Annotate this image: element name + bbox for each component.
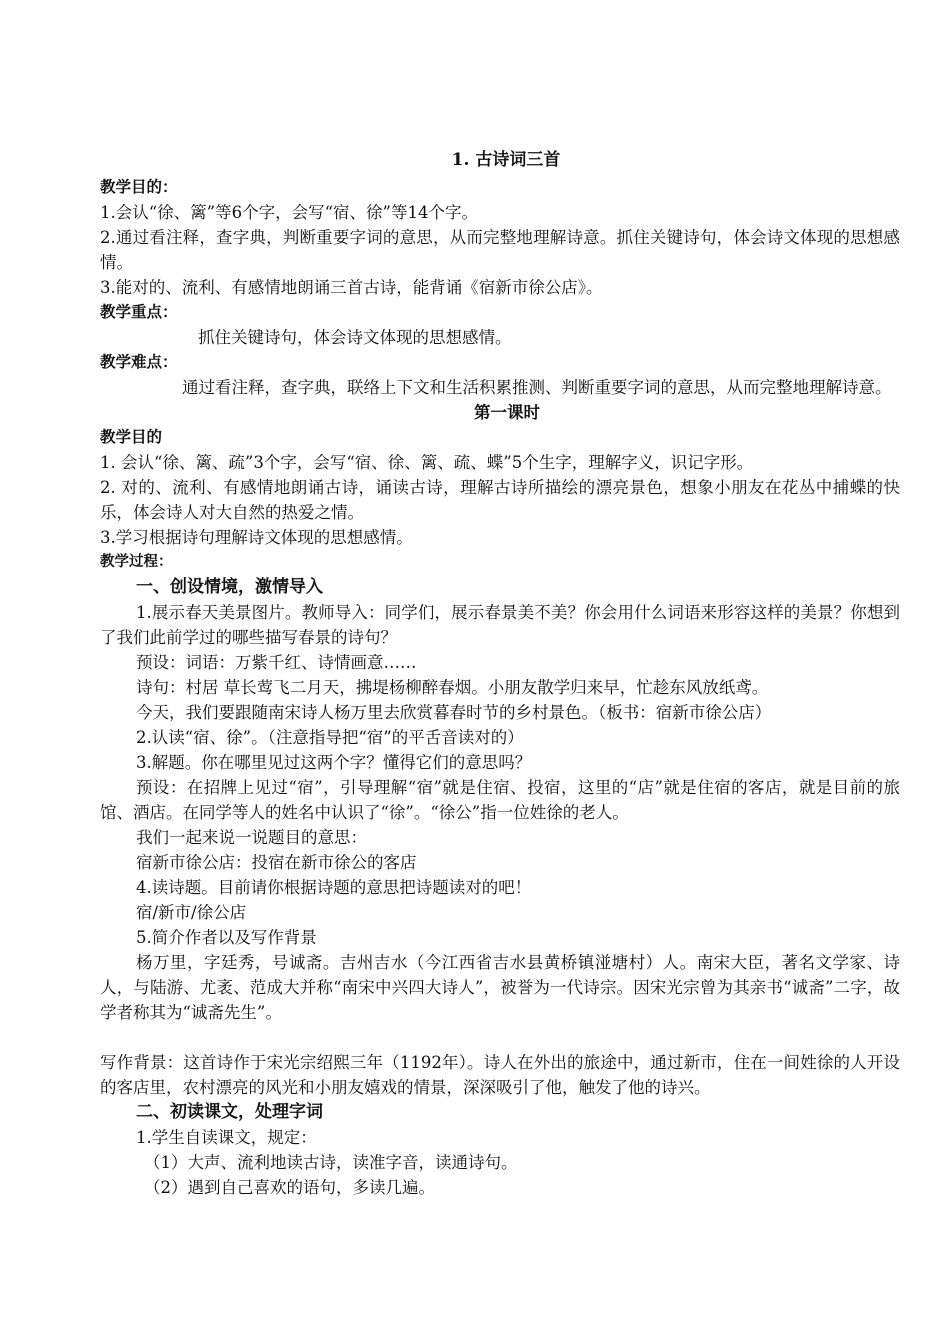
- objectives-heading: 教学目的：: [100, 178, 178, 196]
- lesson-objective-item: 2. 对的、流利、有感情地朗诵古诗，诵读古诗，理解古诗所描绘的漂亮景色，想象小朋友在花丛中捕蝶的快乐，体会诗人对大自然的热爱之情。: [100, 478, 900, 522]
- paragraph: 预设：在招牌上见过“宿”，引导理解“宿”就是住宿、投宿，这里的“店”就是住宿的客店，就是目前的旅馆、酒店。在同学等人的姓名中认识了“徐”。“徐公”指一位姓徐的老人。: [100, 778, 900, 822]
- list-item: （1）大声、流利地读古诗，读准字音，读通诗句。: [144, 1153, 518, 1172]
- objective-item: 2.通过看注释，查字典，判断重要字词的意思，从而完整地理解诗意。抓住关键诗句，体会诗文体现的思想感情。: [100, 228, 900, 272]
- section-heading-2: 二、初读课文，处理字词: [136, 1102, 323, 1122]
- key-points-heading: 教学重点：: [100, 303, 178, 321]
- paragraph: 预设：词语：万紫千红、诗情画意……: [136, 653, 417, 672]
- paragraph: 宿新市徐公店：投宿在新市徐公的客店: [136, 853, 417, 872]
- difficulty-text: 通过看注释，查字典，联络上下文和生活积累推测、判断重要字词的意思，从而完整地理解诗意。: [182, 378, 892, 397]
- paragraph: 宿/新市/徐公店: [136, 903, 247, 922]
- objective-item: 3.能对的、流利、有感情地朗诵三首古诗，能背诵《宿新市徐公店》。: [100, 278, 603, 297]
- lesson-objective-item: 1. 会认“徐、篱、疏”3个字，会写“宿、徐、篱、疏、蝶”5个生字，理解字义，识记字形。: [100, 453, 754, 472]
- paragraph: 5.简介作者以及写作背景: [136, 928, 317, 947]
- list-item: （2）遇到自己喜欢的语句，多读几遍。: [144, 1178, 435, 1197]
- section-heading-1: 一、创设情境，激情导入: [136, 577, 323, 597]
- key-points-text: 抓住关键诗句，体会诗文体现的思想感情。: [198, 328, 512, 347]
- paragraph: 3.解题。你在哪里见过这两个字？懂得它们的意思吗？: [136, 753, 532, 772]
- process-heading: 教学过程：: [100, 554, 173, 570]
- paragraph: 2.认读“宿、徐”。（注意指导把“宿”的平舌音读对的）: [136, 728, 524, 747]
- lesson-objective-item: 3.学习根据诗句理解诗文体现的思想感情。: [100, 528, 413, 547]
- paragraph: 我们一起来说一说题目的意思：: [136, 828, 367, 847]
- difficulty-heading: 教学难点：: [100, 353, 178, 371]
- lesson-objectives-heading: 教学目的: [100, 428, 163, 446]
- lesson-title: 第一课时: [474, 403, 540, 422]
- blank-line: [100, 1025, 900, 1050]
- document-page: [100, 148, 900, 1200]
- paragraph: 1.展示春天美景图片。教师导入：同学们，展示春景美不美？你会用什么词语来形容这样的美景？你想到了我们此前学过的哪些描写春景的诗句？: [100, 603, 900, 647]
- document-title: 1. 古诗词三首: [451, 150, 561, 170]
- paragraph: 今天，我们要跟随南宋诗人杨万里去欣赏暮春时节的乡村景色。（板书：宿新市徐公店）: [136, 703, 772, 722]
- paragraph: 杨万里，字廷秀，号诚斋。吉州吉水（今江西省吉水县黄桥镇湴塘村）人。南宋大臣，著名文学家、诗人，与陆游、尤袤、范成大并称“南宋中兴四大诗人”，被誉为一代诗宗。因宋光宗曾为其亲书“诚斋”二字，故学者称其为“诚斋先生”。: [100, 953, 900, 1022]
- paragraph: 诗句：村居 草长莺飞二月天，拂堤杨柳醉春烟。小朋友散学归来早，忙趁东风放纸鸢。: [136, 678, 769, 697]
- objective-item: 1.会认“徐、篱”等6个字，会写“宿、徐”等14个字。: [100, 203, 478, 222]
- paragraph: 1.学生自读课文，规定：: [136, 1128, 317, 1147]
- paragraph: 4.读诗题。目前请你根据诗题的意思把诗题读对的吧！: [136, 878, 532, 897]
- background-paragraph: 写作背景：这首诗作于宋光宗绍熙三年（1192年）。诗人在外出的旅途中，通过新市，住在一间姓徐的人开设的客店里，农村漂亮的风光和小朋友嬉戏的情景，深深吸引了他，触发了他的诗兴。: [100, 1053, 900, 1097]
